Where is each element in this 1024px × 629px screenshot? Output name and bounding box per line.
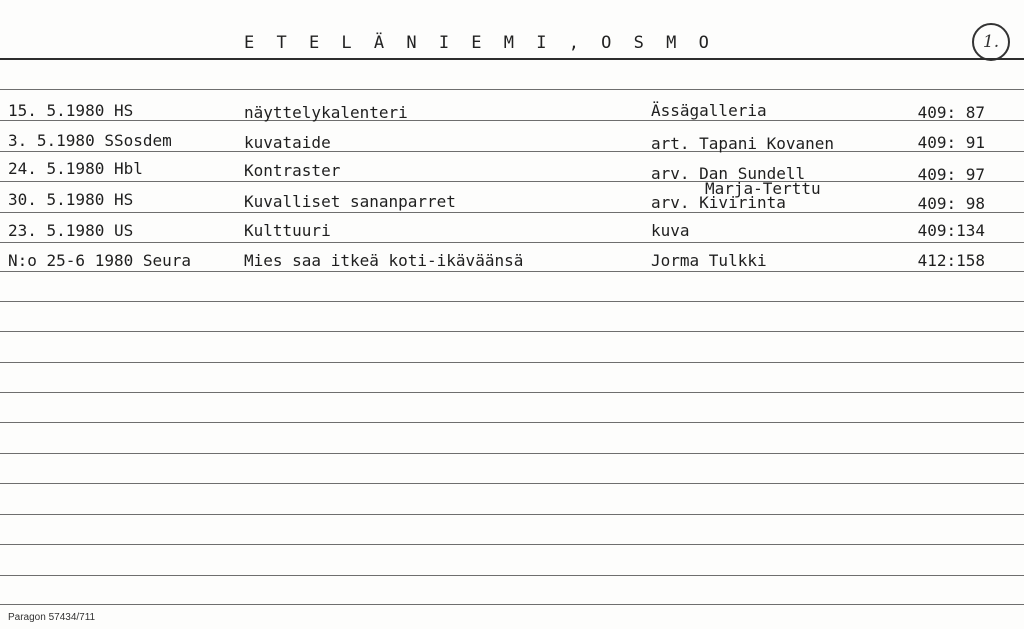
row-date-source: 3. 5.1980 SSosdem xyxy=(8,131,172,150)
rule-line xyxy=(0,89,1024,90)
row-date-source: 24. 5.1980 Hbl xyxy=(8,159,143,178)
row-author: Ässägalleria xyxy=(651,101,767,120)
header-rule xyxy=(0,58,1024,60)
rule-line xyxy=(0,483,1024,484)
row-author: Jorma Tulkki xyxy=(651,251,767,270)
card-number: 1. xyxy=(972,23,1010,61)
row-ref: 409: 98 xyxy=(917,194,985,213)
row-ref: 409: 91 xyxy=(917,133,985,152)
rule-line xyxy=(0,120,1024,121)
rule-line xyxy=(0,242,1024,243)
row-author: kuva xyxy=(651,221,690,240)
rule-line xyxy=(0,453,1024,454)
rule-line xyxy=(0,362,1024,363)
row-date-source: 30. 5.1980 HS xyxy=(8,190,134,209)
rule-line xyxy=(0,514,1024,515)
card-footer: Paragon 57434/711 xyxy=(8,612,96,623)
row-author: art. Tapani Kovanen xyxy=(651,134,835,153)
row-subject: näyttelykalenteri xyxy=(244,103,408,122)
row-subject: kuvataide xyxy=(244,133,331,152)
rule-line xyxy=(0,301,1024,302)
row-author: arv. Dan Sundell xyxy=(651,164,806,183)
rule-line xyxy=(0,181,1024,182)
row-date-source: 23. 5.1980 US xyxy=(8,221,134,240)
row-date-source: N:o 25-6 1980 Seura xyxy=(8,251,192,270)
rule-line xyxy=(0,575,1024,576)
card-title: E T E L Ä N I E M I , O S M O xyxy=(244,33,715,53)
row-date-source: 15. 5.1980 HS xyxy=(8,101,134,120)
row-ref: 409:134 xyxy=(917,221,985,240)
rule-line xyxy=(0,604,1024,605)
row-author-line1: Marja-Terttu xyxy=(705,179,821,198)
rule-line xyxy=(0,392,1024,393)
rule-line xyxy=(0,422,1024,423)
row-subject: Kontraster xyxy=(244,161,341,180)
rule-line xyxy=(0,151,1024,152)
rule-line xyxy=(0,544,1024,545)
row-ref: 409: 97 xyxy=(917,165,985,184)
rule-line xyxy=(0,212,1024,213)
row-subject: Kulttuuri xyxy=(244,221,331,240)
row-author: arv. Kivirinta xyxy=(651,193,786,212)
rule-line xyxy=(0,271,1024,272)
rule-line xyxy=(0,331,1024,332)
row-ref: 409: 87 xyxy=(917,103,985,122)
row-ref: 412:158 xyxy=(917,251,985,270)
row-subject: Kuvalliset sananparret xyxy=(244,192,456,211)
row-subject: Mies saa itkeä koti-ikäväänsä xyxy=(244,251,524,270)
